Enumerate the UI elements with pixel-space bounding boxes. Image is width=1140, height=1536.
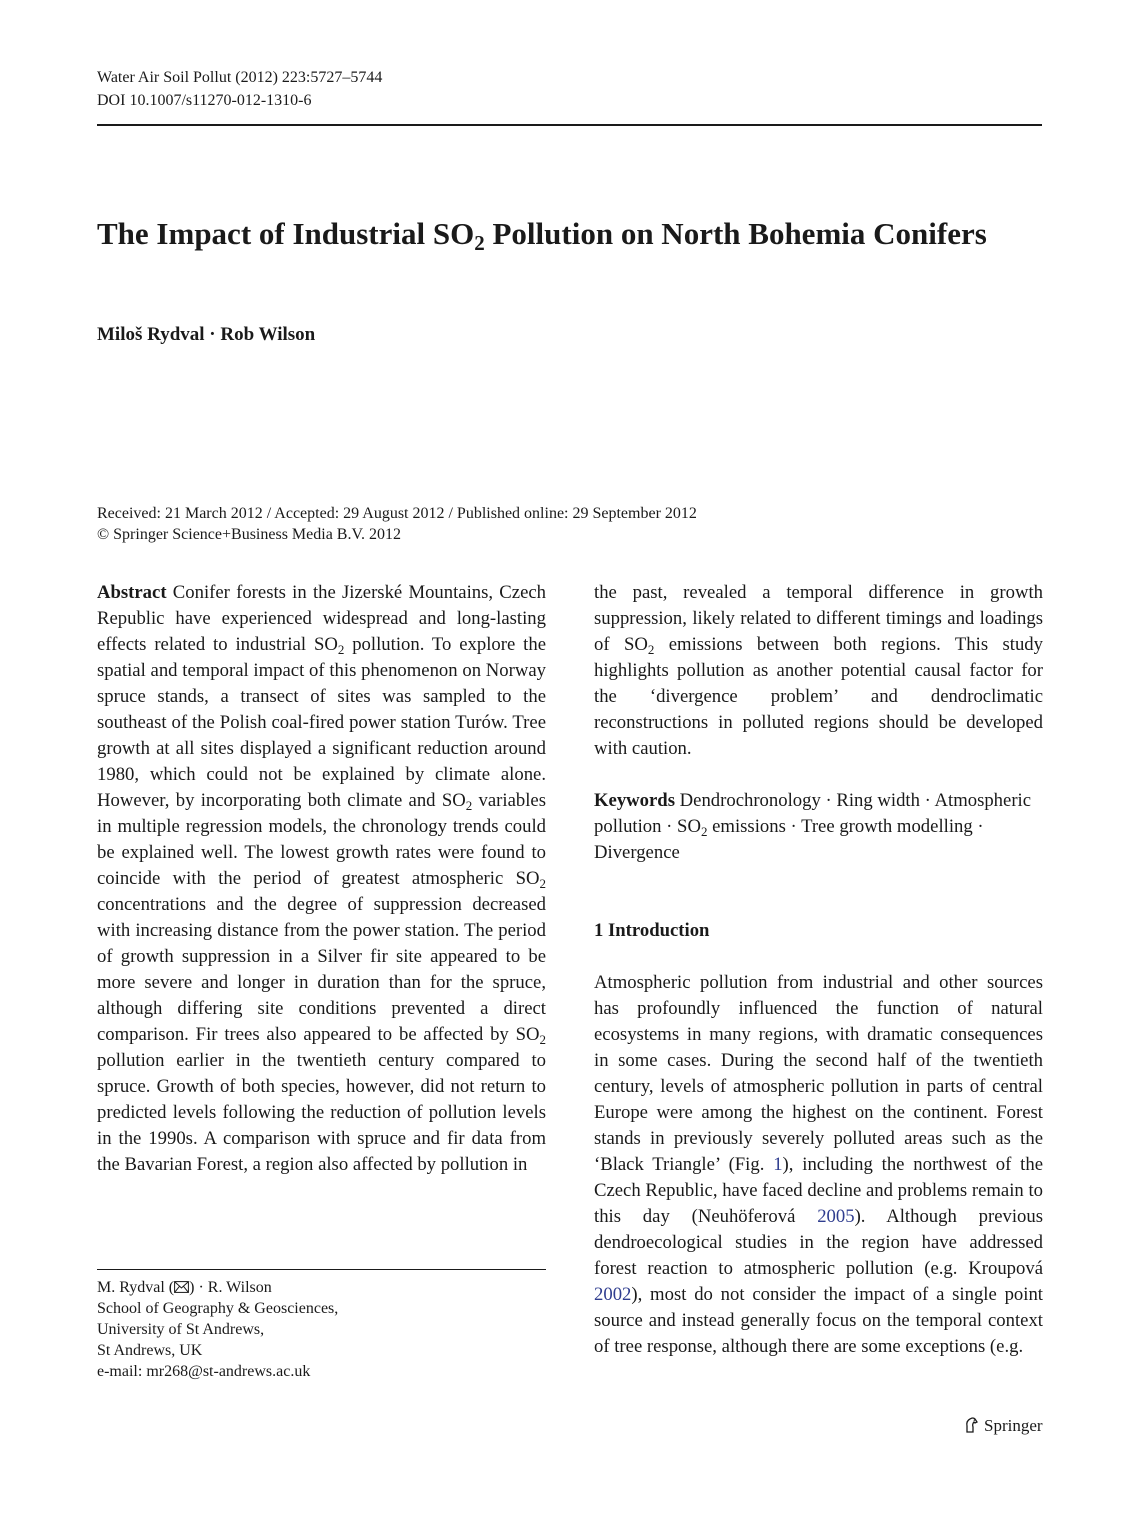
affiliation-location: St Andrews, UK <box>97 1342 203 1359</box>
affiliation-school: School of Geography & Geosciences, <box>97 1300 339 1317</box>
right-column <box>594 580 1043 1360</box>
article-title: The Impact of Industrial $SO_2$ Pollution on North Bohemia Conifers <box>97 216 987 255</box>
left-column <box>97 580 546 1178</box>
author-email: e-mail: mr268@st-andrews.ac.uk <box>97 1363 311 1380</box>
section-heading-introduction: 1 Introduction <box>594 920 710 941</box>
abstract: Abstract Conifer forests in the Jizerské Mountains, Czech Republic have experienced widespread and long-lasting effects related to industrial $SO_2$ pollution. To explore the spatial and temporal impact of this phenomenon on Norway spruce stands, a transect of sites was sampled to the southeast of the Polish coal-fired power station Turów. Tree growth at all sites displayed a significant reduction around 1980, which could not be explained by climate alone. However, by incorporating both climate and $SO_2$ variables in multiple regression models, the chronology trends could be explained well. The lowest growth rates were found to coincide with the period of greatest atmospheric $SO_2$ concentrations and the degree of suppression decreased with increasing distance from the power station. The period of growth suppression in a Silver fir site appeared to be more severe and longer in duration than for the spruce, although differing site conditions prevented a direct comparison. Fir trees also appeared to be affected by $SO_2$ pollution earlier in the twentieth century compared to spruce. Growth of both species, however, did not return to predicted levels following the reduction of pollution levels in the 1990s. A comparison with spruce and fir data from the Bavarian Forest, a region also affected by pollution in <box>97 582 546 1175</box>
envelope-icon <box>174 1281 189 1293</box>
journal-citation: Water Air Soil Pollut (2012) 223:5727–5744 <box>97 69 383 86</box>
citation-link-2002[interactable]: 2002 <box>594 1284 632 1305</box>
corresponding-authors: M. Rydval ( ) · R. Wilson <box>97 1279 272 1296</box>
publication-dates <box>97 503 697 545</box>
received-accepted-line: Received: 21 March 2012 / Accepted: 29 August 2012 / Published online: 29 September 2012 <box>97 505 697 522</box>
author-affiliation <box>97 1277 338 1382</box>
springer-horse-icon <box>962 1416 980 1434</box>
header-rule <box>97 124 1042 126</box>
keywords: Keywords Dendrochronology · Ring width · Atmospheric pollution · $SO_2$ emissions · Tree growth modelling · Divergence <box>594 790 1032 863</box>
copyright-line: © Springer Science+Business Media B.V. 2012 <box>97 526 401 543</box>
doi: DOI 10.1007/s11270-012-1310-6 <box>97 92 312 109</box>
authors: Miloš Rydval · Rob Wilson <box>97 324 316 345</box>
abstract-label: Abstract <box>97 582 167 603</box>
keywords-label: Keywords <box>594 790 675 811</box>
affiliation-university: University of St Andrews, <box>97 1321 265 1338</box>
figure-reference-link[interactable]: 1 <box>773 1154 783 1175</box>
publisher-name: Springer <box>984 1416 1043 1435</box>
publisher-logo <box>962 1416 1043 1436</box>
abstract-continued: the past, revealed a temporal difference in growth suppression, likely related to different timings and loadings of $SO_2$ emissions between both regions. This study highlights pollution as another potential causal factor for the ‘divergence problem’ and dendroclimatic reconstructions in polluted regions should be developed with caution. <box>594 582 1043 759</box>
journal-header <box>97 66 382 112</box>
footnote-rule <box>97 1269 546 1270</box>
introduction-paragraph: Atmospheric pollution from industrial and other sources has profoundly influenced the function of natural ecosystems in many regions, with dramatic consequences in some cases. During the second half of the twentieth century, levels of atmospheric pollution in parts of central Europe were among the highest on the continent. Forest stands in previously severely polluted areas such as the ‘Black Triangle’ (Fig. 1), including the northwest of the Czech Republic, have faced decline and problems remain to this day (Neuhöferová 2005). Although previous dendroecological studies in the region have addressed forest reaction to atmospheric pollution (e.g. Kroupová 2002), most do not consider the impact of a single point source and instead generally focus on the temporal context of tree response, although there are some exceptions (e.g. <box>594 972 1043 1357</box>
citation-link-2005[interactable]: 2005 <box>817 1206 855 1227</box>
